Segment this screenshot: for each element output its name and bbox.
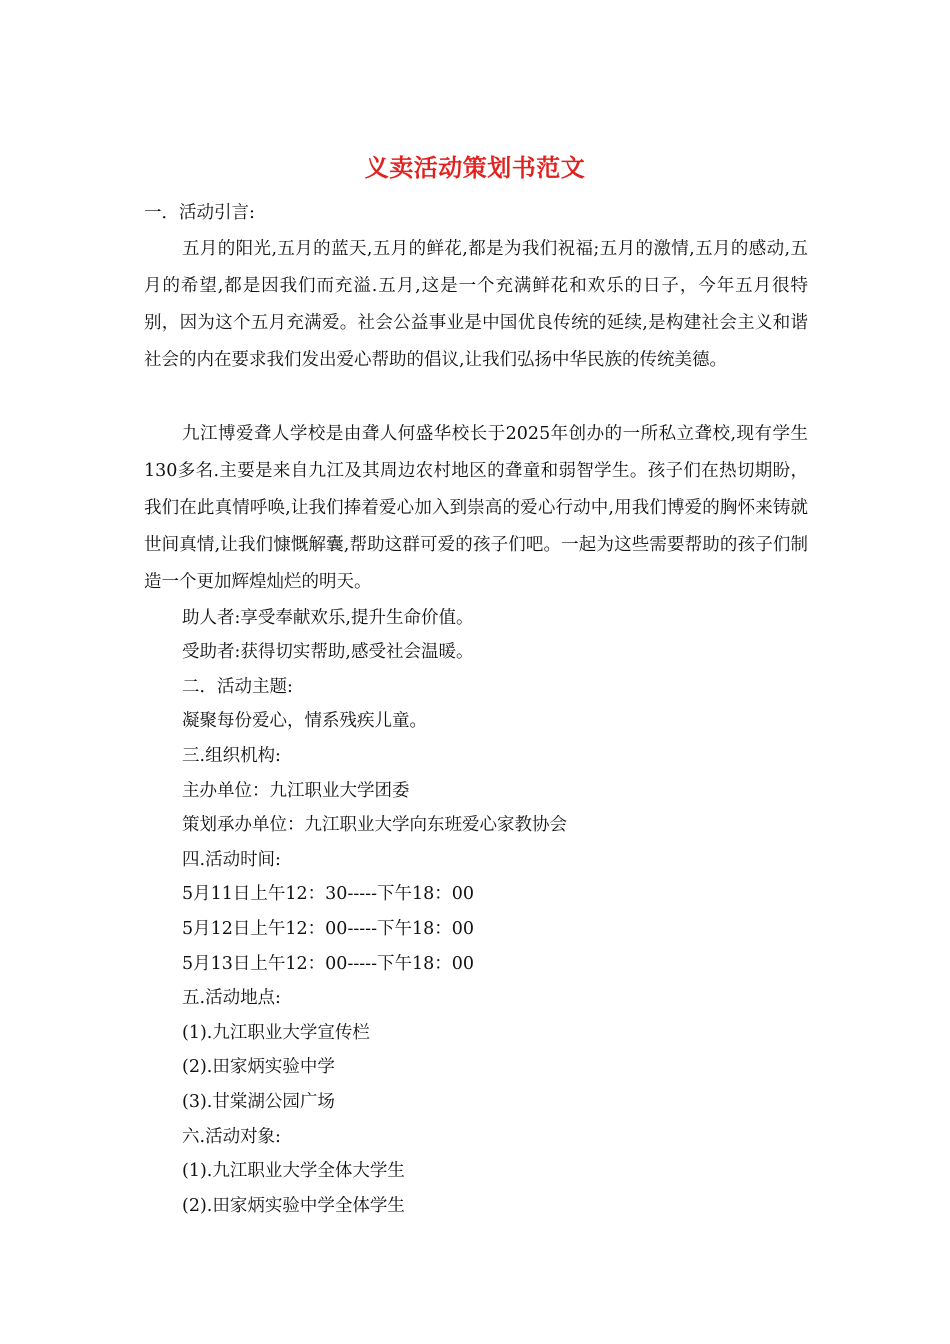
location-item: (2).田家炳实验中学 xyxy=(182,1057,335,1078)
theme-line: 凝聚每份爱心，情系残疾儿童。 xyxy=(182,711,427,732)
section-heading-organization: 三.组织机构: xyxy=(182,745,281,766)
organizer-line: 主办单位：九江职业大学团委 xyxy=(182,780,410,801)
document-title: 义卖活动策划书范文 xyxy=(364,153,586,182)
planner-line: 策划承办单位：九江职业大学向东班爱心家教协会 xyxy=(182,815,567,836)
target-item: (1).九江职业大学全体大学生 xyxy=(182,1161,405,1182)
paragraph-school: 九江博爱聋人学校是由聋人何盛华校长于2025年创办的一所私立聋校,现有学生130多名.主要是来自九江及其周边农村地区的聋童和弱智学生。孩子们在热切期盼，我们在此真情呼唤,让我们捧着爱心加入到崇高的爱心行动中,用我们博爱的胸怀来铸就世间真情,让我们慷慨解囊,帮助这群可爱的孩子们吧。一起为这些需要帮助的孩子们制造一个更加辉煌灿烂的明天。 xyxy=(144,423,808,592)
time-item: 5月12日上午12：00-----下午18：00 xyxy=(182,918,475,939)
section-heading-targets: 六.活动对象: xyxy=(182,1126,281,1147)
location-item: (1).九江职业大学宣传栏 xyxy=(182,1022,370,1043)
section-heading-introduction: 一．活动引言: xyxy=(144,203,255,223)
target-item: (2).田家炳实验中学全体学生 xyxy=(182,1195,405,1216)
recipients-line: 受助者:获得切实帮助,感受社会温暖。 xyxy=(182,642,474,663)
helpers-line: 助人者:享受奉献欢乐,提升生命价值。 xyxy=(182,607,474,628)
location-item: (3).甘棠湖公园广场 xyxy=(182,1091,335,1112)
document-body xyxy=(144,196,808,1223)
paragraph-introduction: 五月的阳光,五月的蓝天,五月的鲜花,都是为我们祝福;五月的激情,五月的感动,五月的希望,都是因我们而充溢.五月,这是一个充满鲜花和欢乐的日子，今年五月很特别，因为这个五月充满爱。社会公益事业是中国优良传统的延续,是构建社会主义和谐社会的内在要求我们发出爱心帮助的倡议,让我们弘扬中华民族的传统美德。 xyxy=(144,238,808,370)
time-item: 5月13日上午12：00-----下午18：00 xyxy=(182,953,475,974)
time-item: 5月11日上午12：30-----下午18：00 xyxy=(182,884,475,905)
section-heading-theme: 二．活动主题: xyxy=(182,676,293,697)
section-heading-time: 四.活动时间: xyxy=(182,849,281,870)
section-heading-location: 五.活动地点: xyxy=(182,988,281,1009)
